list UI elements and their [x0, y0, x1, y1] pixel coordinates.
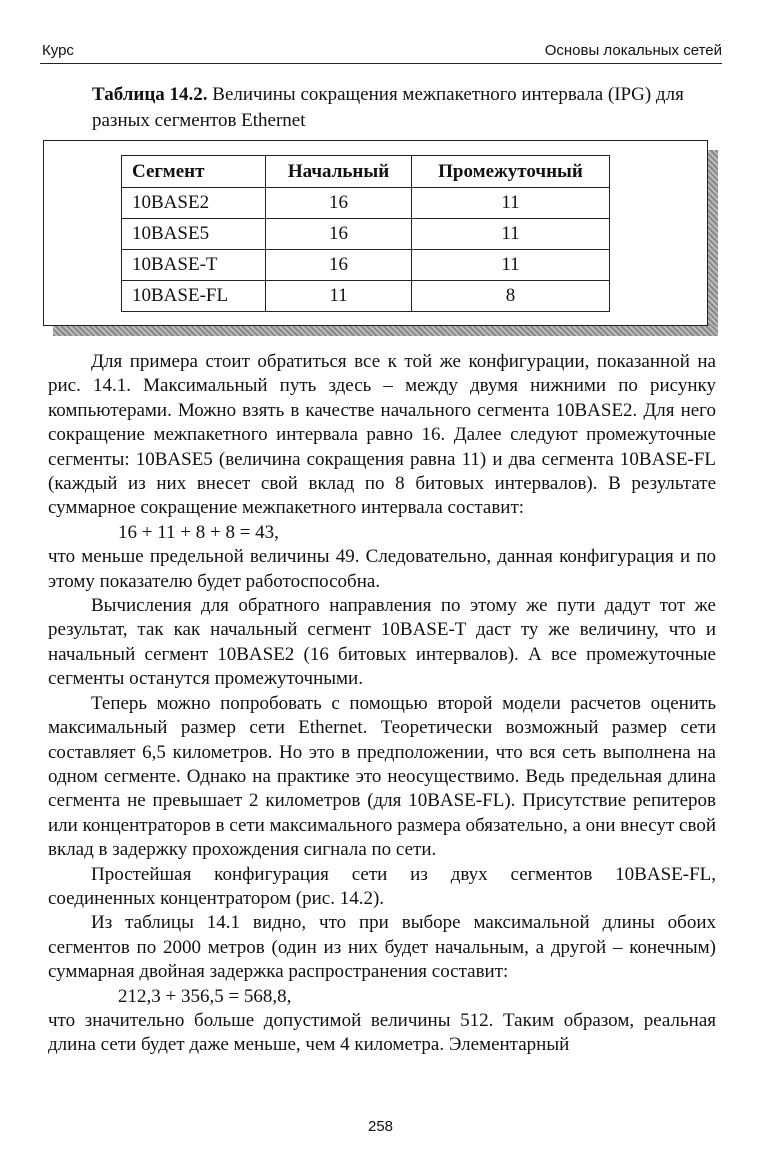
header-book-title: Основы локальных сетей [544, 42, 722, 59]
cell-segment: 10BASE5 [122, 219, 266, 250]
table-caption [92, 82, 702, 134]
cell-initial: 11 [266, 281, 412, 312]
paragraph: что меньше предельной величины 49. Следовательно, данная конфигурация и по этому показателю будет работоспособна. [48, 546, 716, 592]
cell-segment: 10BASE2 [122, 188, 266, 219]
paragraph: Теперь можно попробовать с помощью второй модели расчетов оценить максимальный размер сети Ethernet. Теоретически возможный размер сети составляет 6,5 километров. Но это в предположении, что вся сеть выполнена на одном сегменте. Однако на практике это неосуществимо. Ведь предельная длина сегмента не превышает 2 километров (для 10BASE-FL). Присутствие репитеров или концентраторов в сети максимального размера обязательно, а они внесут свой вклад в задержку прохождения сигнала по сети. [48, 692, 716, 861]
paragraph: Из таблицы 14.1 видно, что при выборе максимальной длины обоих сегментов по 2000 метров (один из них будет начальным, а другой – конечным) суммарная двойная задержка распространения составит: [48, 912, 716, 983]
frame-shadow-bottom [53, 326, 718, 336]
paragraph: Вычисления для обратного направления по этому же пути дадут тот же результат, так как начальный сегмент 10BASE-T даст ту же величину, что и начальный сегмент 10BASE2 (16 битовых интервалов). А все промежуточные сегменты останутся промежуточными. [48, 595, 716, 690]
paragraph: Простейшая конфигурация сети из двух сегментов 10BASE-FL, соединенных концентратором (рис. 14.2). [48, 863, 716, 909]
col-header-segment: Сегмент [122, 156, 266, 188]
segment-table [121, 155, 610, 312]
col-header-initial: Начальный [266, 156, 412, 188]
cell-segment: 10BASE-T [122, 250, 266, 281]
paragraph: Для примера стоит обратиться все к той же конфигурации, показанной на рис. 14.1. Максимальный путь здесь – между двумя нижними по рисунку компьютерами. Можно взять в качестве начального сегмента 10BASE2. Для него сокращение межпакетного интервала равно 16. Далее следуют промежуточные сегменты: 10BASE5 (величина сокращения равна 11) и два сегмента 10BASE-FL (каждый из них внесет свой вклад по 8 битовых интервалов). В результате суммарное сокращение межпакетного интервала составит: [48, 351, 716, 519]
paragraph: что значительно больше допустимой величины 512. Таким образом, реальная длина сети будет даже меньше, чем 4 километра. Элементарный [48, 1009, 716, 1056]
formula: 16 + 11 + 8 + 8 = 43, [118, 521, 279, 543]
cell-segment: 10BASE-FL [122, 281, 266, 312]
cell-intermediate: 11 [412, 250, 610, 281]
cell-intermediate: 11 [412, 219, 610, 250]
cell-initial: 16 [266, 250, 412, 281]
table-row [122, 250, 610, 281]
table-row [122, 188, 610, 219]
cell-initial: 16 [266, 188, 412, 219]
frame-shadow-right [708, 150, 718, 336]
table-row [122, 281, 610, 312]
table-caption-text: Величины сокращения межпакетного интервала (IPG) для разных сегментов Ethernet [92, 84, 684, 131]
page-number: 258 [367, 1118, 394, 1135]
cell-intermediate: 8 [412, 281, 610, 312]
col-header-intermediate: Промежуточный [412, 156, 610, 188]
cell-intermediate: 11 [412, 188, 610, 219]
header-course: Курс [42, 42, 74, 59]
cell-initial: 16 [266, 219, 412, 250]
table-row [122, 219, 610, 250]
body-text [48, 350, 716, 1058]
running-header [40, 40, 722, 64]
formula: 212,3 + 356,5 = 568,8, [118, 985, 292, 1007]
table-caption-label: Таблица 14.2. [92, 84, 208, 105]
table-header-row [122, 156, 610, 188]
